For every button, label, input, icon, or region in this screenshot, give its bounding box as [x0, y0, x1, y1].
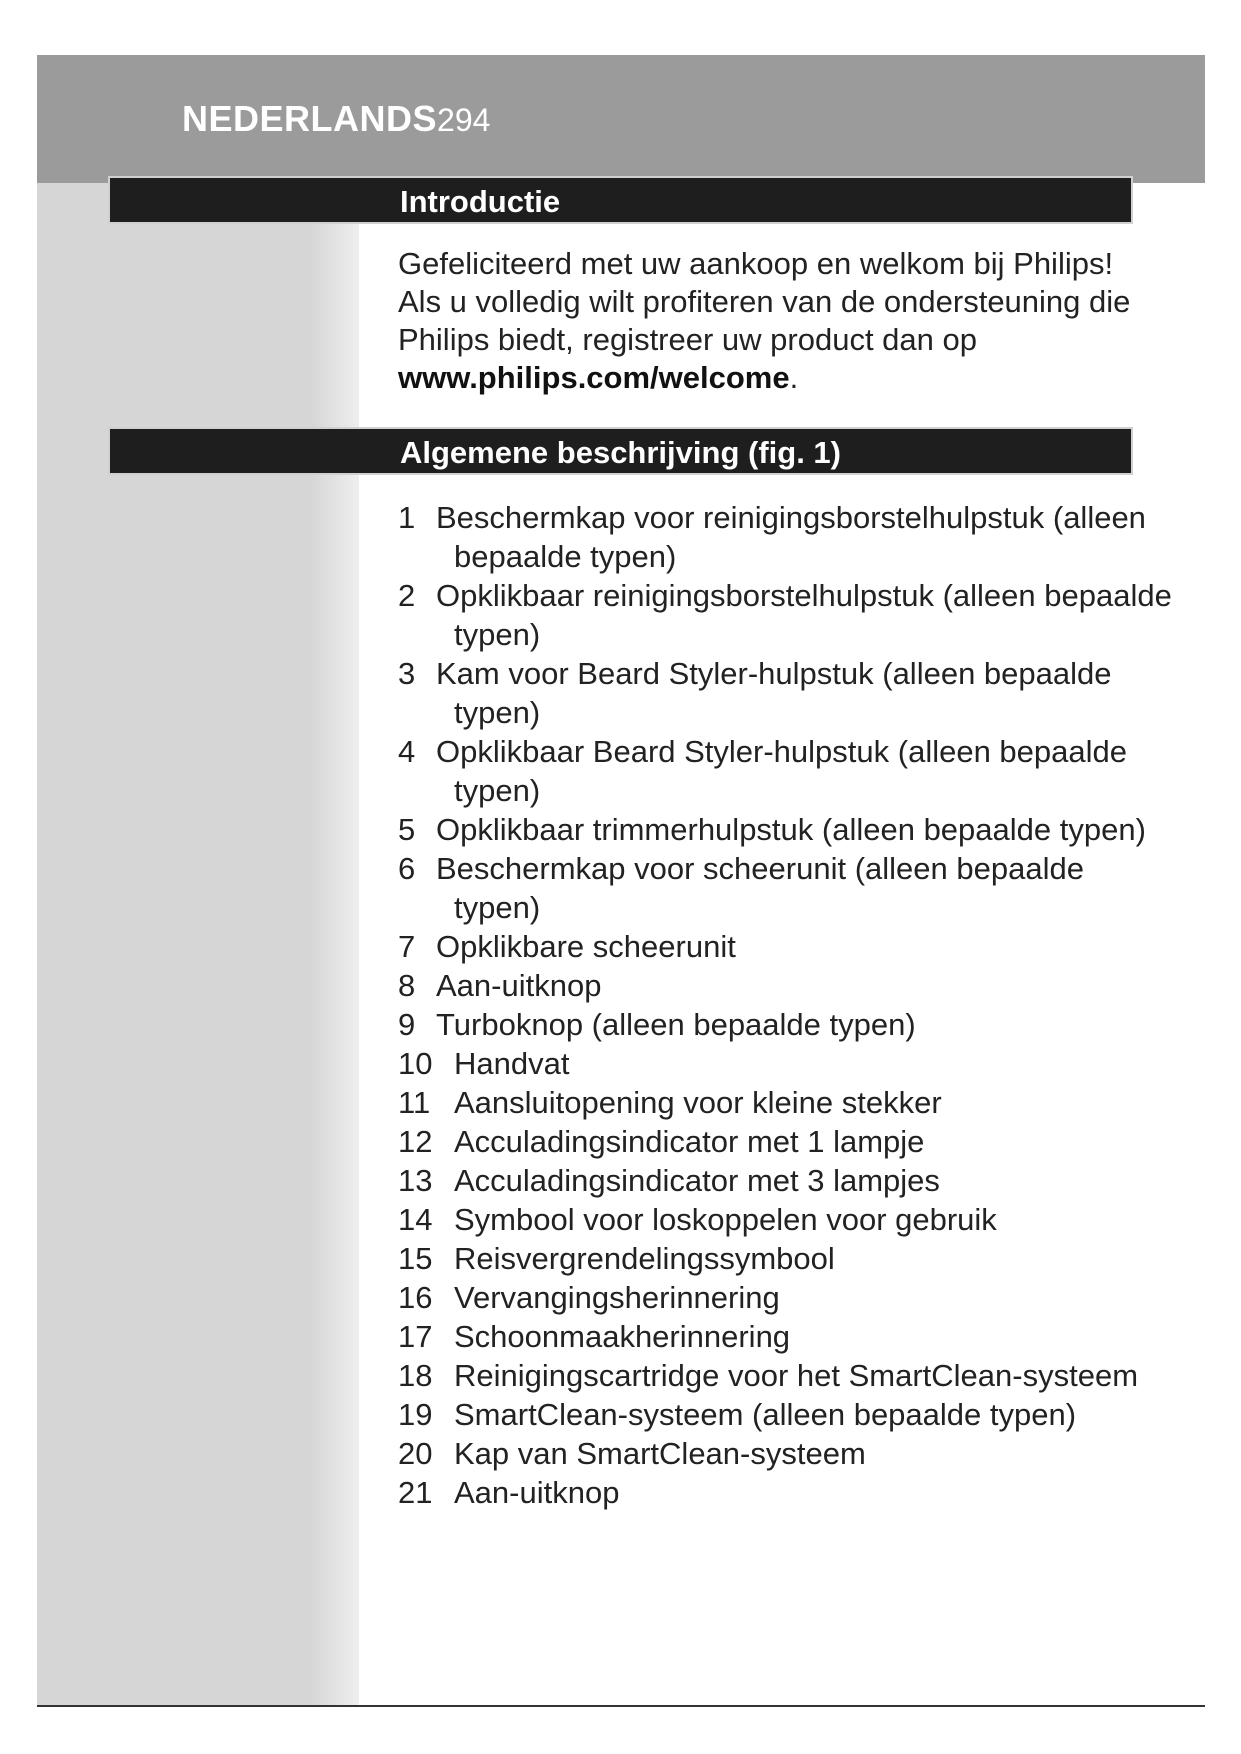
item-text: Opklikbaar reinigingsborstelhulpstuk (alleen bepaalde typen) [436, 578, 1172, 652]
language-label: NEDERLANDS [182, 98, 438, 139]
list-item [398, 1473, 1178, 1512]
item-number: 9 [398, 1007, 416, 1042]
item-text: Kap van SmartClean-systeem [454, 1436, 866, 1471]
item-text: SmartClean-systeem (alleen bepaalde typen) [454, 1397, 1077, 1432]
section-heading-description [108, 427, 1133, 475]
item-number: 19 [398, 1397, 433, 1432]
list-item [398, 1161, 1178, 1200]
item-number: 3 [398, 656, 416, 691]
item-text: Aan-uitknop [436, 968, 602, 1003]
welcome-url-link[interactable]: www.philips.com/welcome [398, 360, 790, 395]
item-number: 20 [398, 1436, 433, 1471]
item-text: Vervangingsherinnering [454, 1280, 780, 1315]
list-item [398, 1395, 1178, 1434]
item-number: 14 [398, 1202, 433, 1237]
page-header [182, 98, 490, 140]
item-text: Acculadingsindicator met 1 lampje [454, 1124, 925, 1159]
list-item [398, 576, 1178, 654]
item-text: Opklikbaar trimmerhulpstuk (alleen bepaalde typen) [436, 812, 1146, 847]
item-number: 10 [398, 1046, 433, 1081]
item-text: Reinigingscartridge voor het SmartClean-systeem [454, 1358, 1139, 1393]
section-heading-intro [108, 176, 1133, 224]
item-text: Aan-uitknop [454, 1475, 620, 1510]
list-item [398, 1239, 1178, 1278]
list-item [398, 1044, 1178, 1083]
item-number: 18 [398, 1358, 433, 1393]
list-item [398, 849, 1178, 927]
item-number: 8 [398, 968, 416, 1003]
item-number: 7 [398, 929, 416, 964]
list-item [398, 1200, 1178, 1239]
list-item [398, 1317, 1178, 1356]
section-title: Introductie [400, 184, 561, 219]
list-item [398, 1356, 1178, 1395]
list-item [398, 1278, 1178, 1317]
parts-list [398, 498, 1178, 1512]
item-number: 16 [398, 1280, 433, 1315]
list-item [398, 1005, 1178, 1044]
intro-trailing: . [789, 360, 799, 395]
item-text: Reisvergrendelingssymbool [454, 1241, 835, 1276]
item-text: Opklikbaar Beard Styler-hulpstuk (alleen bepaalde typen) [436, 734, 1128, 808]
list-item [398, 1434, 1178, 1473]
item-number: 11 [398, 1085, 431, 1120]
intro-paragraph [398, 245, 1158, 397]
item-number: 2 [398, 578, 416, 613]
item-text: Beschermkap voor reinigingsborstelhulpstuk (alleen bepaalde typen) [436, 500, 1146, 574]
item-text: Turboknop (alleen bepaalde typen) [436, 1007, 916, 1042]
item-text: Acculadingsindicator met 3 lampjes [454, 1163, 940, 1198]
section-title: Algemene beschrijving (fig. 1) [400, 435, 841, 470]
list-item [398, 810, 1178, 849]
item-text: Symbool voor loskoppelen voor gebruik [454, 1202, 997, 1237]
item-text: Handvat [454, 1046, 570, 1081]
item-number: 13 [398, 1163, 433, 1198]
item-text: Kam voor Beard Styler-hulpstuk (alleen bepaalde typen) [436, 656, 1112, 730]
list-item [398, 498, 1178, 576]
item-text: Beschermkap voor scheerunit (alleen bepaalde typen) [436, 851, 1084, 925]
list-item [398, 927, 1178, 966]
item-text: Opklikbare scheerunit [436, 929, 736, 964]
item-number: 5 [398, 812, 416, 847]
item-number: 1 [398, 500, 416, 535]
item-number: 6 [398, 851, 416, 886]
page-number: 294 [437, 102, 491, 138]
list-item [398, 654, 1178, 732]
item-text: Schoonmaakherinnering [454, 1319, 791, 1354]
list-item [398, 1083, 1178, 1122]
list-item [398, 732, 1178, 810]
item-text: Aansluitopening voor kleine stekker [454, 1085, 942, 1120]
item-number: 17 [398, 1319, 433, 1354]
item-number: 15 [398, 1241, 433, 1276]
item-number: 4 [398, 734, 416, 769]
list-item [398, 1122, 1178, 1161]
bottom-divider [37, 1705, 1205, 1707]
side-margin-panel [37, 183, 359, 1707]
list-item [398, 966, 1178, 1005]
item-number: 21 [398, 1475, 433, 1510]
intro-text: Gefeliciteerd met uw aankoop en welkom bij Philips! Als u volledig wilt profiteren van de ondersteuning die Philips biedt, registreer uw product dan op [398, 246, 1131, 357]
item-number: 12 [398, 1124, 433, 1159]
